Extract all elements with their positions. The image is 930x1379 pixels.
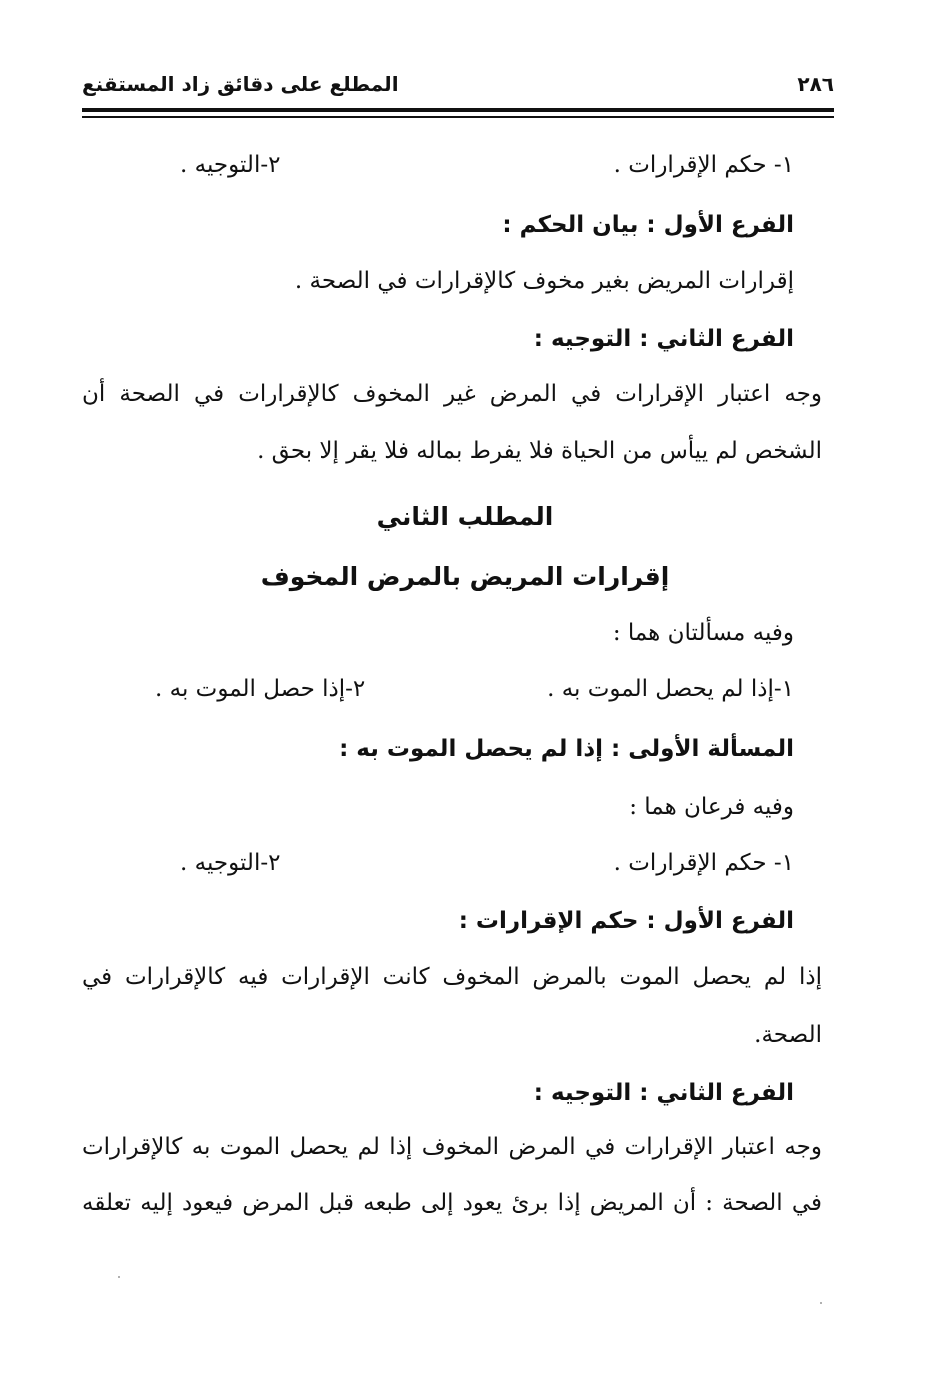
list-item: ١- حكم الإقرارات . xyxy=(613,850,794,876)
header-rule-thick xyxy=(82,108,834,112)
header-rule-thin xyxy=(82,116,834,118)
list-item: ٢-التوجيه . xyxy=(180,152,281,178)
scan-speck xyxy=(118,1276,120,1278)
section-heading: الفرع الثاني : التوجيه : xyxy=(533,1080,794,1106)
page-header xyxy=(82,66,834,106)
list-item: ١- حكم الإقرارات . xyxy=(613,152,794,178)
section-heading: الفرع الأول : بيان الحكم : xyxy=(502,212,794,238)
running-title: المطلع على دقائق زاد المستقنع xyxy=(82,72,399,96)
paragraph-line: وجه اعتبار الإقرارات في المرض المخوف إذا لم يحصل الموت به كالإقرارات xyxy=(82,1134,822,1160)
scan-speck xyxy=(820,1302,822,1304)
paragraph-line: إذا لم يحصل الموت بالمرض المخوف كانت الإقرارات فيه كالإقرارات في xyxy=(82,964,822,990)
paragraph-line: وفيه مسألتان هما : xyxy=(612,620,794,646)
section-heading: الفرع الثاني : التوجيه : xyxy=(533,326,794,352)
page-number: ٢٨٦ xyxy=(797,72,834,96)
paragraph-line: الصحة. xyxy=(754,1022,822,1048)
chapter-subtitle: إقرارات المريض بالمرض المخوف xyxy=(260,562,670,591)
chapter-title: المطلب الثاني xyxy=(376,502,554,531)
list-item: ٢-التوجيه . xyxy=(180,850,281,876)
section-heading: الفرع الأول : حكم الإقرارات : xyxy=(458,908,794,934)
paragraph-line: وجه اعتبار الإقرارات في المرض غير المخوف كالإقرارات في الصحة أن xyxy=(82,381,822,407)
paragraph-line: في الصحة : أن المريض إذا برئ يعود إلى طبعه قبل المرض فيعود إليه تعلقه xyxy=(82,1190,822,1216)
list-item: ٢-إذا حصل الموت به . xyxy=(155,676,366,702)
paragraph-line: إقرارات المريض بغير مخوف كالإقرارات في الصحة . xyxy=(294,268,794,294)
section-heading: المسألة الأولى : إذا لم يحصل الموت به : xyxy=(339,736,794,762)
list-item: ١-إذا لم يحصل الموت به . xyxy=(547,676,794,702)
paragraph-line: الشخص لم ييأس من الحياة فلا يفرط بماله فلا يقر إلا بحق . xyxy=(257,438,822,464)
paragraph-line: وفيه فرعان هما : xyxy=(629,794,794,820)
